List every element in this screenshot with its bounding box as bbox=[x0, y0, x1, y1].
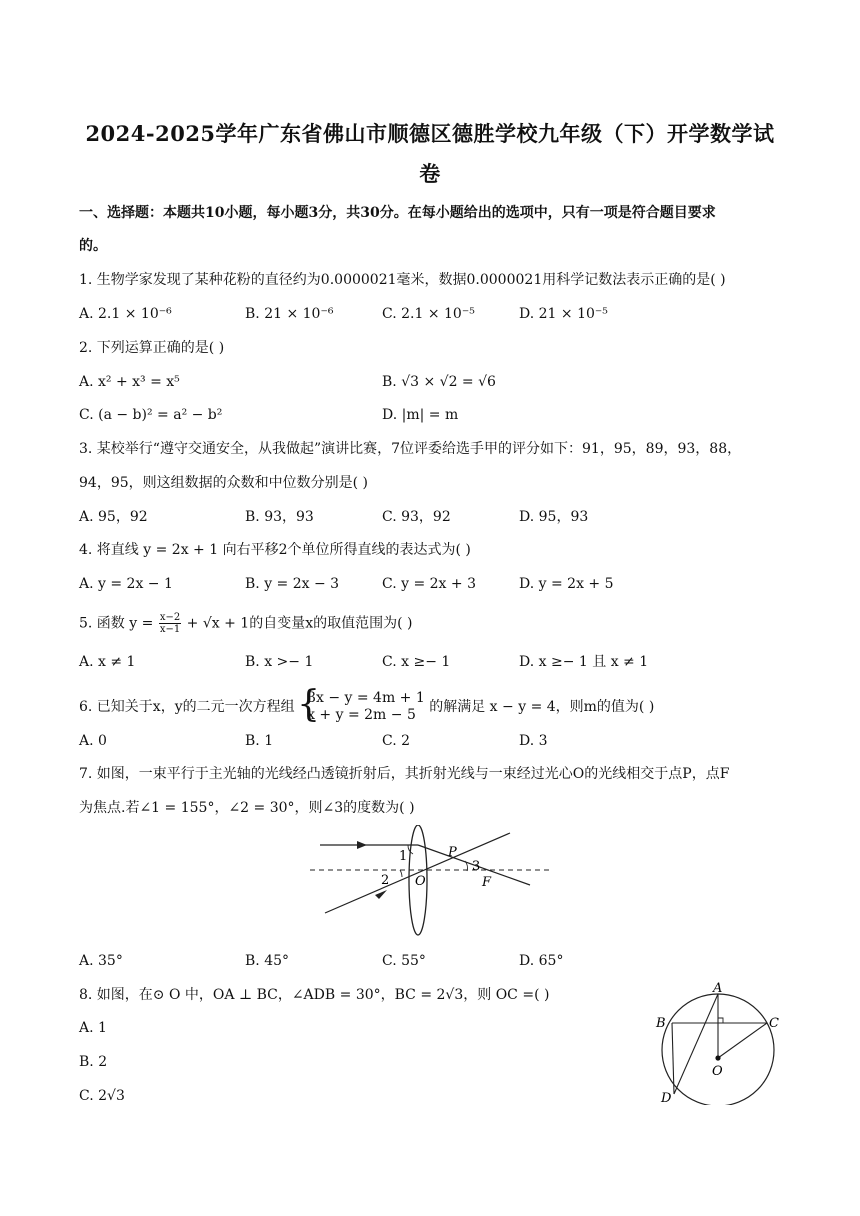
question-5-option-a: A. x ≠ 1 bbox=[79, 654, 136, 670]
question-5-fraction bbox=[159, 612, 181, 635]
parallel-ray-arrow bbox=[357, 841, 367, 849]
label-point-c: C bbox=[769, 1016, 779, 1031]
question-3-stem-line2: 94，95，则这组数据的众数和中位数分别是( ) bbox=[79, 475, 369, 491]
question-3-option-a: A. 95，92 bbox=[79, 509, 148, 525]
question-5-option-b: B. x >− 1 bbox=[245, 654, 314, 670]
question-6-stem-suffix: 的解满足 x − y = 4，则m的值为( ) bbox=[429, 699, 655, 715]
question-3-option-b: B. 93，93 bbox=[245, 509, 314, 525]
question-1-option-b: B. 21 × 10⁻⁶ bbox=[245, 306, 334, 322]
question-6-option-b: B. 1 bbox=[245, 733, 274, 749]
question-6-equation-1: 3x − y = 4m + 1 bbox=[307, 690, 425, 706]
question-4-stem: 4. 将直线 y = 2x + 1 向右平移2个单位所得直线的表达式为( ) bbox=[79, 542, 471, 558]
question-5-stem-suffix: + √x + 1的自变量x的取值范围为( ) bbox=[186, 615, 413, 632]
question-6-stem bbox=[79, 684, 655, 725]
question-2-stem: 2. 下列运算正确的是( ) bbox=[79, 340, 225, 356]
question-6-equation-system: { 3x − y = 4m + 1 x + y = 2m − 5 bbox=[297, 684, 425, 725]
angle-2-arc bbox=[400, 870, 402, 877]
right-angle-mark bbox=[718, 1018, 723, 1023]
question-7-option-d: D. 65° bbox=[519, 953, 564, 969]
circle-geometry-figure bbox=[648, 980, 788, 1105]
question-8-option-a: A. 1 bbox=[79, 1020, 107, 1036]
question-8-stem: 8. 如图，在⊙ O 中，OA ⊥ BC，∠ADB = 30°，BC = 2√3，则 OC =( ) bbox=[79, 987, 550, 1003]
section-heading-line1: 一、选择题：本题共10小题，每小题3分，共30分。在每小题给出的选项中，只有一项是符合题目要求 bbox=[79, 205, 716, 221]
label-angle-2: 2 bbox=[381, 873, 390, 888]
section-heading-line2: 的。 bbox=[79, 238, 107, 254]
question-2-option-a: A. x² + x³ = x⁵ bbox=[79, 374, 180, 390]
question-6-equation-2: x + y = 2m − 5 bbox=[307, 707, 416, 723]
question-3-option-c: C. 93，92 bbox=[382, 509, 451, 525]
question-7-option-a: A. 35° bbox=[79, 953, 123, 969]
question-7-stem-line1: 7. 如图，一束平行于主光轴的光线经凸透镜折射后，其折射光线与一束经过光心O的光线相交于点P，点F bbox=[79, 766, 730, 782]
question-6-option-a: A. 0 bbox=[79, 733, 107, 749]
question-4-option-b: B. y = 2x − 3 bbox=[245, 576, 340, 592]
question-5-fraction-numerator: x−2 bbox=[159, 612, 181, 623]
question-5-stem bbox=[79, 612, 412, 635]
lens-optics-figure bbox=[305, 825, 560, 945]
center-point-o bbox=[715, 1055, 720, 1060]
question-1-stem: 1. 生物学家发现了某种花粉的直径约为0.0000021毫米，数据0.0000021用科学记数法表示正确的是( ) bbox=[79, 272, 726, 288]
center-ray-arrow bbox=[375, 890, 387, 899]
question-5-stem-prefix: 5. 函数 y = bbox=[79, 615, 154, 632]
question-6-option-c: C. 2 bbox=[382, 733, 411, 749]
label-point-d: D bbox=[661, 1091, 672, 1105]
exam-title-line1: 2024-2025学年广东省佛山市顺德区德胜学校九年级（下）开学数学试 bbox=[85, 121, 775, 146]
question-2-option-c: C. (a − b)² = a² − b² bbox=[79, 407, 223, 423]
label-point-p: P bbox=[448, 845, 457, 860]
label-point-f: F bbox=[482, 875, 492, 890]
question-7-option-b: B. 45° bbox=[245, 953, 290, 969]
question-4-option-c: C. y = 2x + 3 bbox=[382, 576, 476, 592]
question-7-option-c: C. 55° bbox=[382, 953, 426, 969]
question-1-option-c: C. 2.1 × 10⁻⁵ bbox=[382, 306, 475, 322]
label-point-a: A bbox=[713, 981, 723, 996]
label-point-b: B bbox=[656, 1016, 666, 1031]
label-angle-3: 3 bbox=[472, 859, 481, 874]
question-7-stem-line2: 为焦点.若∠1 = 155°，∠2 = 30°，则∠3的度数为( ) bbox=[79, 800, 415, 816]
question-6-stem-prefix: 6. 已知关于x，y的二元一次方程组 bbox=[79, 699, 295, 715]
question-5-fraction-denominator: x−1 bbox=[159, 624, 181, 635]
question-2-option-d: D. |m| = m bbox=[382, 407, 459, 423]
question-3-stem-line1: 3. 某校举行“遵守交通安全，从我做起”演讲比赛，7位评委给选手甲的评分如下：91，95，89，93，88， bbox=[79, 441, 742, 457]
question-5-option-c: C. x ≥− 1 bbox=[382, 654, 451, 670]
question-2-option-b: B. √3 × √2 = √6 bbox=[382, 374, 496, 390]
label-angle-1: 1 bbox=[399, 849, 408, 864]
question-6-option-d: D. 3 bbox=[519, 733, 548, 749]
question-8-option-b: B. 2 bbox=[79, 1054, 108, 1070]
question-1-option-a: A. 2.1 × 10⁻⁶ bbox=[79, 306, 172, 322]
question-8-option-c: C. 2√3 bbox=[79, 1088, 125, 1104]
question-5-option-d: D. x ≥− 1 且 x ≠ 1 bbox=[519, 654, 649, 670]
segment-oc bbox=[718, 1023, 767, 1058]
label-point-o: O bbox=[415, 874, 426, 889]
question-1-option-d: D. 21 × 10⁻⁵ bbox=[519, 306, 608, 322]
question-4-option-a: A. y = 2x − 1 bbox=[79, 576, 173, 592]
question-4-option-d: D. y = 2x + 5 bbox=[519, 576, 614, 592]
exam-title-line2: 卷 bbox=[419, 161, 441, 186]
question-3-option-d: D. 95，93 bbox=[519, 509, 589, 525]
label-point-o: O bbox=[712, 1064, 723, 1079]
